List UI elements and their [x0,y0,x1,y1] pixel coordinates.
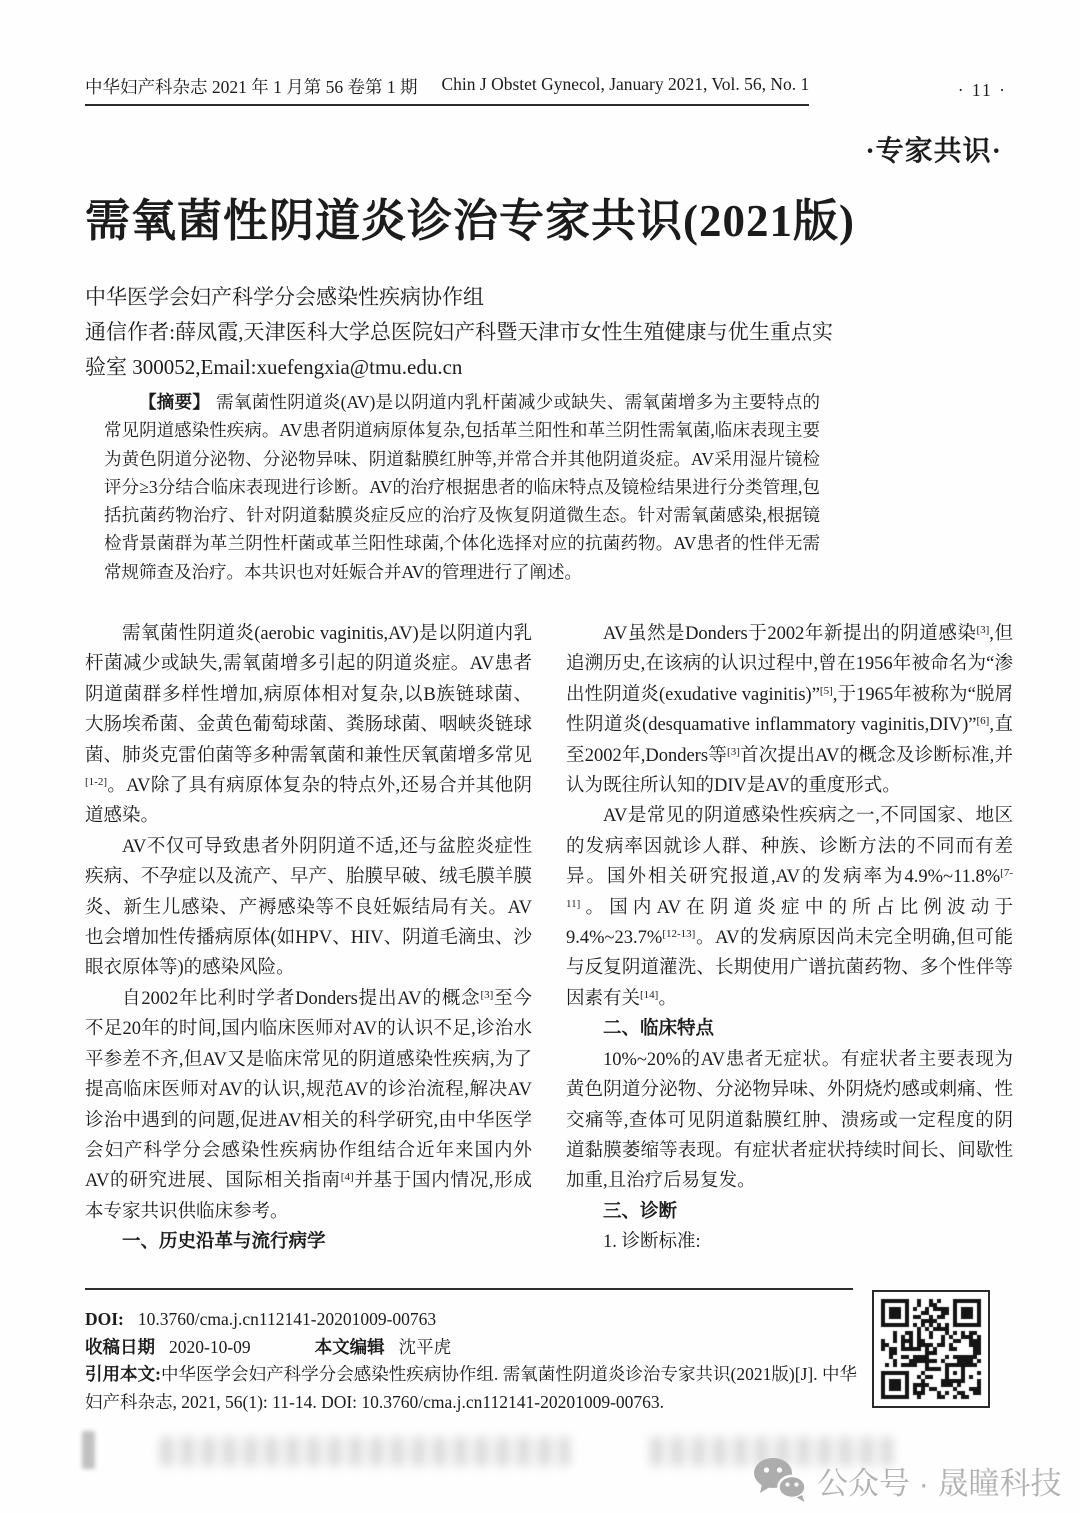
body-paragraph: 10%~20%的AV患者无症状。有症状者主要表现为黄色阴道分泌物、分泌物异味、外阴烧灼感或刺痛、性交痛等,查体可见阴道黏膜红肿、溃疡或一定程度的阴道黏膜萎缩等表现。有症状者症状持续时间长、间歇性加重,且治疗后易复发。 [566,1049,1013,1192]
received-value: 2020-10-09 [169,1336,251,1357]
body-paragraph: AV不仅可导致患者外阴阴道不适,还与盆腔炎症性疾病、不孕症以及流产、早产、胎膜早破、绒毛膜羊膜炎、新生儿感染、产褥感染等不良妊娠结局有关。AV也会增加性传播病原体(如HPV、HIV、阴道毛滴虫、沙眼衣原体等)的感染风险。 [85,836,532,979]
watermark-brand-text: 公众号 · 晟瞳科技 [817,1465,1062,1501]
received-editor-line [85,1334,857,1362]
qr-code-canvas [879,1297,983,1401]
journal-name-en: Chin J Obstet Gynecol, January 2021, Vol. 56, No. 1 [441,74,810,94]
watermark-brand [752,1456,1062,1504]
left-column [85,619,532,1258]
journal-name-cn: 中华妇产科杂志 2021 年 1 月第 56 卷第 1 期 [85,77,418,97]
article-title: 需氧菌性阴道炎诊治专家共识(2021版) [85,196,855,246]
section-heading: 一、历史沿革与流行病学 [122,1232,326,1253]
doi-value: 10.3760/cma.j.cn112141-20201009-00763 [137,1309,437,1329]
body-columns [85,619,1013,1258]
section-heading: 二、临床特点 [603,1019,715,1040]
doi-line [85,1306,857,1334]
page-number: · 11 · [957,80,1007,100]
editor-value: 沈平虎 [398,1336,452,1357]
watermark-ghost [160,1437,570,1466]
citation-line [85,1361,857,1416]
right-column [566,619,1013,1258]
citation-label: 引用本文: [85,1364,161,1384]
author-group: 中华医学会妇产科学分会感染性疾病协作组 [85,285,484,309]
qr-code [872,1290,990,1408]
body-paragraph: 需氧菌性阴道炎(aerobic vaginitis,AV)是以阴道内乳杆菌减少或缺失,需氧菌增多引起的阴道炎症。AV患者阴道菌群多样性增加,病原体相对复杂,以B族链球菌、大肠埃希菌、金黄色葡萄球菌、粪肠球菌、咽峡炎链球菌、肺炎克雷伯菌等多种需氧菌和兼性厌氧菌增多常见[1-2]。AV除了具有病原体复杂的特点外,还易合并其他阴道感染。 [85,624,532,827]
section-heading: 三、诊断 [603,1201,678,1222]
journal-header [85,74,1007,106]
journal-header-rule [85,74,809,106]
correspondence-line: 通信作者:薛凤霞,天津医科大学总医院妇产科暨天津市女性生殖健康与优生重点实验室 300052,Email:xuefengxia@tmu.edu.cn [85,320,833,379]
body-paragraph: AV是常见的阴道感染性疾病之一,不同国家、地区的发病率因就诊人群、种族、诊断方法的不同而有差异。国外相关研究报道,AV的发病率为4.9%~11.8%[7-11]。国内AV在阴道炎症中的所占比例波动于9.4%~23.7%[12-13]。AV的发病原因尚未完全明确,但可能与反复阴道灌洗、长期使用广谱抗菌药物、多个性伴等因素有关[14]。 [566,806,1013,1009]
citation-value: 中华医学会妇产科学分会感染性疾病协作组. 需氧菌性阴道炎诊治专家共识(2021版)[J]. 中华妇产科杂志, 2021, 56(1): 11-14. DOI: 10.3760/cma.j.cn112141-20201009-00763. [85,1364,858,1412]
footer-block [85,1306,857,1416]
watermark-ghost [82,1431,95,1469]
wechat-icon [752,1456,808,1504]
abstract-label: 【摘要】 [139,392,211,412]
footer-rule [85,1288,853,1290]
editor-label: 本文编辑 [314,1336,385,1357]
abstract [104,388,820,586]
body-paragraph: 自2002年比利时学者Donders提出AV的概念[3]至今不足20年的时间,国内临床医师对AV的认识不足,诊治水平参差不齐,但AV又是临床常见的阴道感染性疾病,为了提高临床医师对AV的认识,规范AV的诊治流程,解决AV诊治中遇到的问题,促进AV相关的科学研究,由中华医学会妇产科学分会感染性疾病协作组结合近年来国内外AV的研究进展、国际相关指南[4]并基于国内情况,形成本专家共识供临床参考。 [85,988,532,1222]
doi-label: DOI: [85,1309,124,1329]
column-tag: ·专家共识· [865,136,1002,167]
body-paragraph: AV虽然是Donders于2002年新提出的阴道感染[3],但追溯历史,在该病的认识过程中,曾在1956年被命名为“渗出性阴道炎(exudative vaginitis)”[5],于1965年被称为“脱屑性阴道炎(desquamative inflammatory vaginitis,DIV)”[6],直至2002年,Donders等[3]首次提出AV的概念及诊断标准,并认为既往所认知的DIV是AV的重度形式。 [566,624,1013,797]
received-label: 收稿日期 [85,1336,155,1357]
abstract-text: 需氧菌性阴道炎(AV)是以阴道内乳杆菌减少或缺失、需氧菌增多为主要特点的常见阴道感染性疾病。AV患者阴道病原体复杂,包括革兰阳性和革兰阴性需氧菌,临床表现主要为黄色阴道分泌物、分泌物异味、阴道黏膜红肿等,并常合并其他阴道炎症。AV采用湿片镜检评分≥3分结合临床表现进行诊断。AV的治疗根据患者的临床特点及镜检结果进行分类管理,包括抗菌药物治疗、针对阴道黏膜炎症反应的治疗及恢复阴道微生态。针对需氧菌感染,根据镜检背景菌群为革兰阴性杆菌或革兰阳性球菌,个体化选择对应的抗菌药物。AV患者的性伴无需常规筛查及治疗。本共识也对妊娠合并AV的管理进行了阐述。 [104,392,820,582]
author-block [85,280,833,385]
body-paragraph: 1. 诊断标准: [603,1232,701,1253]
